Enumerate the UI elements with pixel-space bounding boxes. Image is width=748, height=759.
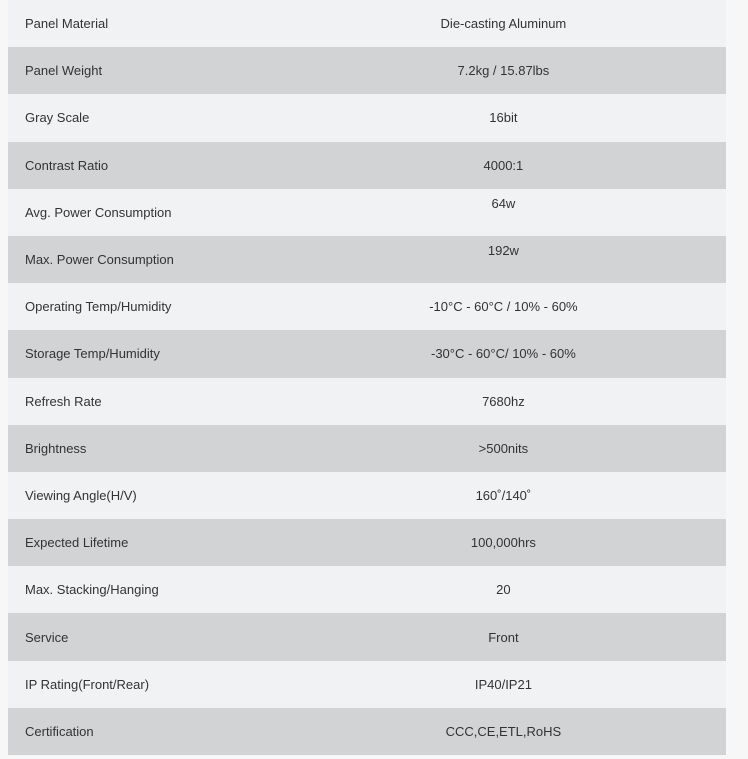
table-row <box>8 236 726 283</box>
spec-value-text: 4000:1 <box>483 157 524 173</box>
spec-label <box>8 566 281 613</box>
spec-label <box>8 378 281 425</box>
spec-value-text: Front <box>488 629 519 645</box>
spec-value <box>281 189 726 236</box>
spec-value-text: 192w <box>487 243 519 259</box>
spec-value-text: 20 <box>496 582 511 598</box>
table-row <box>8 472 726 519</box>
table-row <box>8 94 726 141</box>
spec-label-text: Viewing Angle(H/V) <box>25 487 137 503</box>
spec-value-text: IP40/IP21 <box>474 676 532 692</box>
table-row <box>8 613 726 660</box>
spec-value <box>281 378 726 425</box>
spec-label-text: Contrast Ratio <box>25 157 109 173</box>
spec-value <box>281 47 726 94</box>
spec-value <box>281 330 726 377</box>
table-row <box>8 378 726 425</box>
table-row <box>8 142 726 189</box>
spec-value-text: 160˚/140˚ <box>475 487 532 503</box>
spec-label <box>8 661 281 708</box>
table-row <box>8 566 726 613</box>
spec-label <box>8 0 281 47</box>
spec-value <box>281 236 726 283</box>
spec-value <box>281 142 726 189</box>
table-row <box>8 330 726 377</box>
spec-label-text: Panel Weight <box>25 63 103 79</box>
spec-value <box>281 425 726 472</box>
spec-label-text: Certification <box>25 723 94 739</box>
spec-label <box>8 330 281 377</box>
spec-label-text: Operating Temp/Humidity <box>25 299 172 315</box>
table-row <box>8 0 726 47</box>
spec-value <box>281 472 726 519</box>
spec-label-text: Brightness <box>25 440 87 456</box>
spec-label-text: Expected Lifetime <box>25 535 129 551</box>
table-row <box>8 189 726 236</box>
spec-label-text: Avg. Power Consumption <box>25 204 172 220</box>
spec-value-text: 100,000hrs <box>470 535 536 551</box>
spec-label <box>8 613 281 660</box>
spec-label <box>8 47 281 94</box>
spec-value-text: 16bit <box>489 110 518 126</box>
spec-value-text: 7680hz <box>482 393 525 409</box>
table-row <box>8 708 726 755</box>
spec-value-text: 7.2kg / 15.87lbs <box>457 63 550 79</box>
table-row <box>8 519 726 566</box>
spec-label-text: Max. Power Consumption <box>25 252 174 268</box>
spec-label-text: Max. Stacking/Hanging <box>25 582 159 598</box>
spec-label <box>8 94 281 141</box>
spec-label <box>8 189 281 236</box>
spec-value <box>281 566 726 613</box>
spec-label-text: Service <box>25 629 69 645</box>
spec-value-text: 64w <box>491 195 516 211</box>
spec-label-text: IP Rating(Front/Rear) <box>25 676 150 692</box>
spec-label <box>8 519 281 566</box>
spec-value-text: -30°C - 60°C/ 10% - 60% <box>431 346 576 362</box>
spec-label <box>8 472 281 519</box>
spec-label-text: Storage Temp/Humidity <box>25 346 160 362</box>
spec-value <box>281 519 726 566</box>
spec-value <box>281 94 726 141</box>
spec-value <box>281 708 726 755</box>
spec-value-text: CCC,CE,ETL,RoHS <box>445 723 562 739</box>
table-row <box>8 661 726 708</box>
spec-label <box>8 425 281 472</box>
spec-label <box>8 142 281 189</box>
spec-label-text: Panel Material <box>25 16 109 32</box>
spec-value-text: -10°C - 60°C / 10% - 60% <box>429 299 578 315</box>
table-row <box>8 47 726 94</box>
spec-value <box>281 661 726 708</box>
spec-label <box>8 283 281 330</box>
spec-value-text: >500nits <box>478 440 529 456</box>
spec-value-text: Die-casting Aluminum <box>440 16 567 32</box>
spec-value <box>281 283 726 330</box>
spec-label <box>8 708 281 755</box>
spec-value <box>281 0 726 47</box>
table-row <box>8 283 726 330</box>
spec-label <box>8 236 281 283</box>
table-row <box>8 425 726 472</box>
spec-value <box>281 613 726 660</box>
spec-label-text: Gray Scale <box>25 110 90 126</box>
spec-label-text: Refresh Rate <box>25 393 102 409</box>
specification-table <box>8 0 726 755</box>
